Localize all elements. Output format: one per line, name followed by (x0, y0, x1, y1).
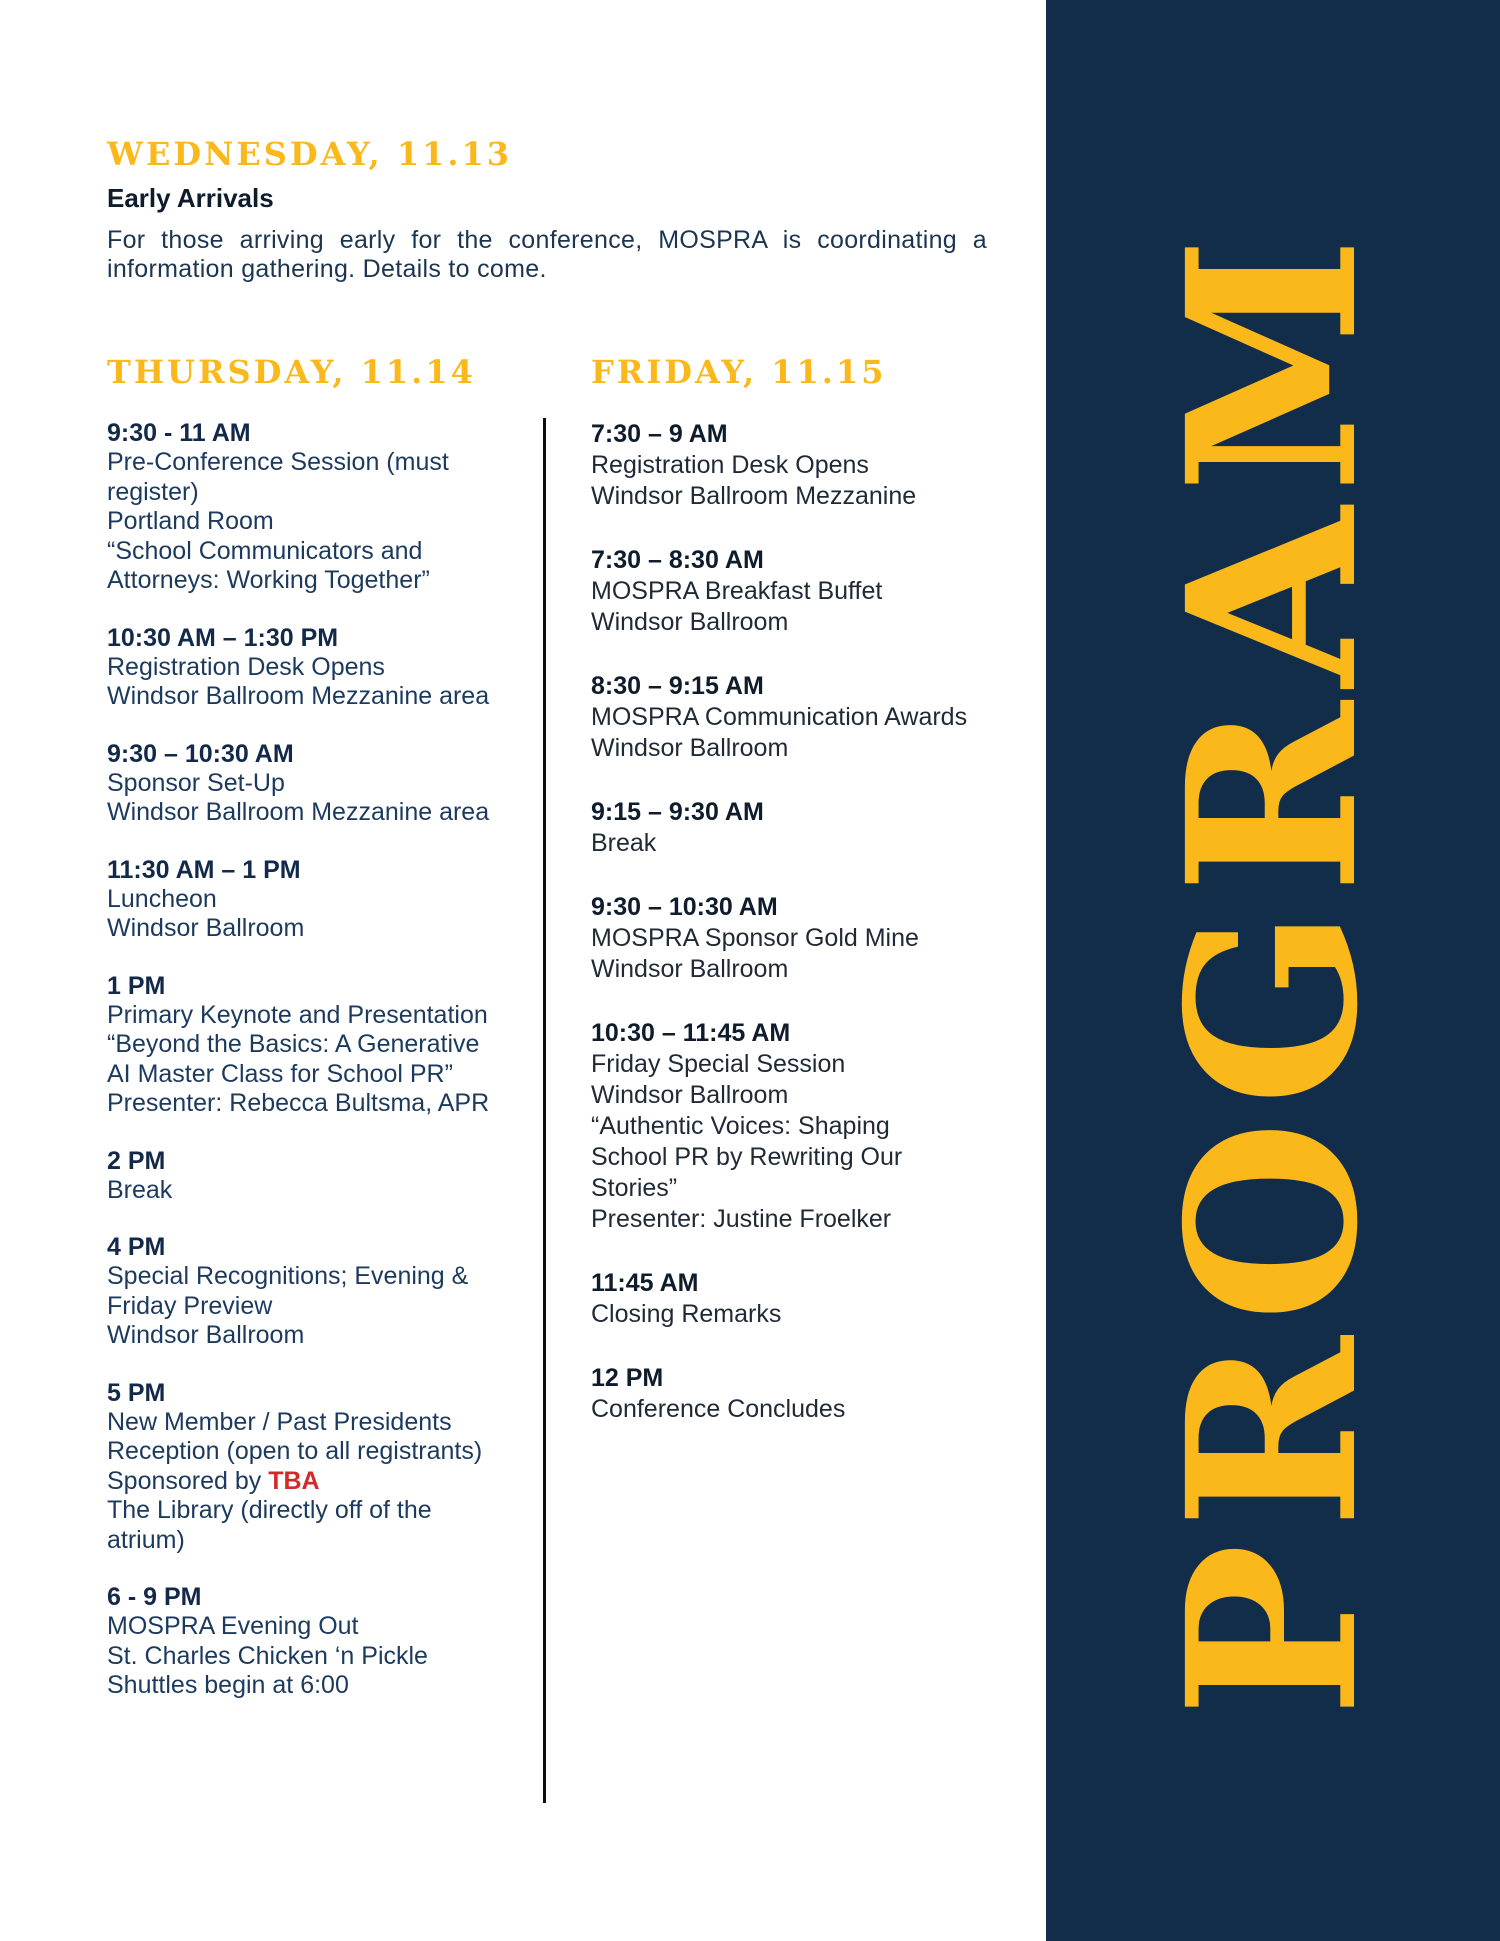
event-line: Sponsor Set-Up (107, 768, 285, 797)
event-line: Presenter: Rebecca Bultsma, APR (107, 1089, 490, 1117)
sponsored-by-label: Sponsored by (107, 1466, 269, 1495)
friday-event (591, 418, 1031, 512)
thursday-event (107, 1146, 537, 1206)
event-line: Shuttles begin at 6:00 (107, 1671, 349, 1699)
thursday-event (107, 623, 537, 712)
event-time: 9:15 – 9:30 AM (591, 798, 764, 826)
event-line: St. Charles Chicken ‘n Pickle (107, 1641, 428, 1670)
event-line: Friday Preview (107, 1291, 273, 1320)
wednesday-heading: WEDNESDAY, 11.13 (107, 135, 513, 173)
thursday-heading: THURSDAY, 11.14 (107, 353, 476, 391)
event-line: register) (107, 477, 199, 506)
event-line: New Member / Past Presidents (107, 1407, 452, 1436)
event-line: Windsor Ballroom (107, 1321, 305, 1349)
friday-event (591, 544, 1031, 638)
event-time: 6 - 9 PM (107, 1583, 202, 1611)
event-line: Primary Keynote and Presentation (107, 1000, 488, 1029)
event-time: 10:30 – 11:45 AM (591, 1019, 791, 1047)
event-line: Portland Room (107, 507, 274, 535)
event-line: “School Communicators and (107, 536, 423, 565)
event-line: MOSPRA Communication Awards (591, 703, 968, 731)
event-line: “Beyond the Basics: A Generative (107, 1030, 480, 1058)
friday-schedule (591, 418, 1031, 1457)
thursday-event (107, 971, 537, 1119)
friday-event (591, 1362, 1031, 1425)
thursday-event (107, 1582, 537, 1701)
event-line: atrium) (107, 1525, 185, 1554)
early-arrivals-description: For those arriving early for the conference, MOSPRA is coordinating a information gathering. Details to come. (107, 226, 987, 283)
friday-event (591, 796, 1031, 859)
sponsor-tba: TBA (268, 1466, 320, 1495)
event-time: 10:30 AM – 1:30 PM (107, 623, 339, 652)
thursday-event (107, 855, 537, 944)
event-line: Closing Remarks (591, 1300, 782, 1328)
event-time: 9:30 – 10:30 AM (591, 893, 778, 921)
event-time: 7:30 – 8:30 AM (591, 546, 764, 574)
event-time: 4 PM (107, 1233, 166, 1261)
thursday-schedule (107, 418, 537, 1728)
event-line: Friday Special Session (591, 1050, 846, 1078)
event-time: 12 PM (591, 1364, 664, 1392)
event-line: School PR by Rewriting Our (591, 1143, 903, 1171)
thursday-event (107, 739, 537, 828)
event-line: MOSPRA Evening Out (107, 1612, 359, 1640)
friday-event (591, 670, 1031, 764)
event-line: Stories” (591, 1174, 678, 1202)
event-time: 9:30 – 10:30 AM (107, 739, 294, 768)
event-time: 7:30 – 9 AM (591, 420, 728, 448)
event-line: “Authentic Voices: Shaping (591, 1112, 890, 1140)
friday-event (591, 1267, 1031, 1330)
friday-event (591, 891, 1031, 985)
event-line: Luncheon (107, 884, 217, 913)
event-line: MOSPRA Breakfast Buffet (591, 577, 883, 605)
friday-heading: FRIDAY, 11.15 (591, 353, 887, 391)
event-line: Presenter: Justine Froelker (591, 1205, 892, 1233)
event-line: Windsor Ballroom (591, 1081, 789, 1109)
event-line: Pre-Conference Session (must (107, 448, 449, 476)
thursday-event (107, 418, 537, 596)
event-line: Windsor Ballroom Mezzanine (591, 482, 917, 510)
event-time: 8:30 – 9:15 AM (591, 672, 764, 700)
event-line: Registration Desk Opens (107, 652, 385, 681)
sponsored-by-line (107, 1467, 537, 1497)
event-time: 9:30 - 11 AM (107, 419, 251, 447)
event-time: 11:30 AM – 1 PM (107, 855, 301, 884)
event-line: Windsor Ballroom Mezzanine area (107, 798, 490, 826)
event-line: Conference Concludes (591, 1395, 846, 1423)
event-line: AI Master Class for School PR” (107, 1059, 453, 1088)
event-line: Windsor Ballroom Mezzanine area (107, 682, 490, 710)
column-divider (543, 418, 546, 1803)
event-line: Windsor Ballroom (591, 955, 789, 983)
event-line: Windsor Ballroom (107, 914, 305, 942)
event-time: 2 PM (107, 1146, 166, 1175)
event-time: 5 PM (107, 1378, 166, 1407)
early-arrivals-title: Early Arrivals (107, 183, 274, 213)
event-line: Windsor Ballroom (591, 608, 789, 636)
program-title: PROGRAM (1136, 222, 1409, 1718)
thursday-event (107, 1232, 537, 1351)
thursday-event (107, 1378, 537, 1556)
event-time: 11:45 AM (591, 1269, 699, 1297)
event-time: 1 PM (107, 971, 166, 1000)
program-sidebar (1046, 0, 1500, 1941)
event-line: Special Recognitions; Evening & (107, 1262, 469, 1290)
event-line: Break (107, 1175, 173, 1204)
event-line: The Library (directly off of the (107, 1496, 432, 1524)
event-line: Break (591, 829, 657, 857)
event-line: Windsor Ballroom (591, 734, 789, 762)
event-line: Attorneys: Working Together” (107, 566, 430, 594)
event-line: Reception (open to all registrants) (107, 1437, 483, 1465)
friday-event (591, 1017, 1031, 1235)
event-line: MOSPRA Sponsor Gold Mine (591, 924, 919, 952)
event-line: Registration Desk Opens (591, 451, 869, 479)
